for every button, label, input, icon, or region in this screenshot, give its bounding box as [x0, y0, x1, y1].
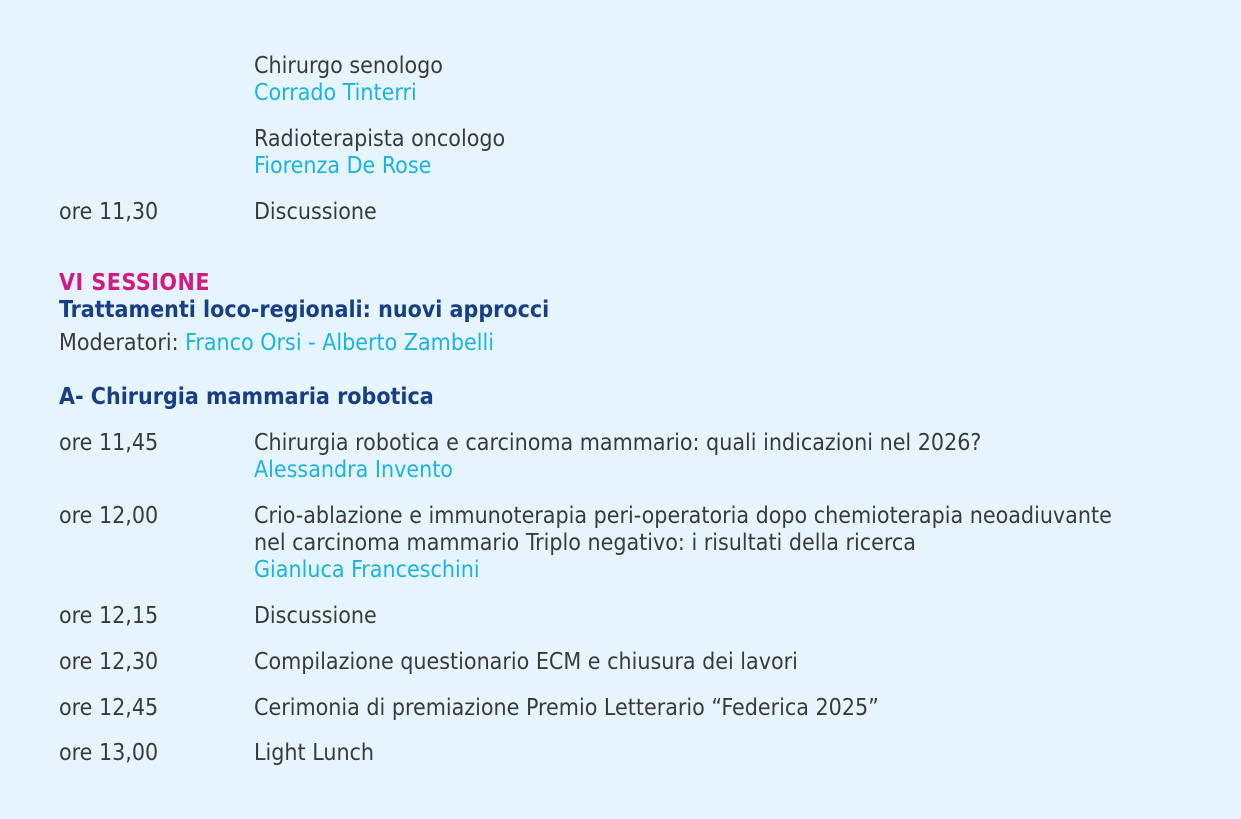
- speaker-role: Radioterapista oncologo: [254, 126, 506, 152]
- agenda-title: Chirurgia robotica e carcinoma mammario: quali indicazioni nel 2026?: [254, 430, 982, 456]
- agenda-title: Discussione: [254, 199, 377, 225]
- speaker-name: Corrado Tinterri: [254, 80, 417, 106]
- speaker-name: Fiorenza De Rose: [254, 153, 432, 179]
- agenda-time: ore 13,00: [59, 740, 159, 766]
- speaker-role: Chirurgo senologo: [254, 53, 443, 79]
- agenda-title: Compilazione questionario ECM e chiusura dei lavori: [254, 649, 798, 675]
- subsection-title: A- Chirurgia mammaria robotica: [59, 384, 434, 410]
- agenda-time: ore 12,45: [59, 695, 159, 721]
- agenda-title: Cerimonia di premiazione Premio Letterario “Federica 2025”: [254, 695, 879, 721]
- agenda-time: ore 11,30: [59, 199, 159, 225]
- agenda-title: Discussione: [254, 603, 377, 629]
- moderators-line: [59, 330, 494, 357]
- agenda-time: ore 12,30: [59, 649, 159, 675]
- agenda-title-line: nel carcinoma mammario Triplo negativo: i risultati della ricerca: [254, 530, 916, 556]
- agenda-time: ore 11,45: [59, 430, 159, 456]
- agenda-title-line: Crio-ablazione e immunoterapia peri-operatoria dopo chemioterapia neoadiuvante: [254, 503, 1112, 529]
- agenda-time: ore 12,00: [59, 503, 159, 529]
- moderators-names: Franco Orsi - Alberto Zambelli: [185, 330, 494, 356]
- moderators-label: Moderatori:: [59, 330, 179, 356]
- session-label: VI SESSIONE: [59, 270, 210, 296]
- agenda-time: ore 12,15: [59, 603, 159, 629]
- speaker-name: Gianluca Franceschini: [254, 557, 480, 583]
- session-title: Trattamenti loco-regionali: nuovi approcci: [59, 297, 550, 323]
- speaker-name: Alessandra Invento: [254, 457, 453, 483]
- agenda-title: Light Lunch: [254, 740, 375, 766]
